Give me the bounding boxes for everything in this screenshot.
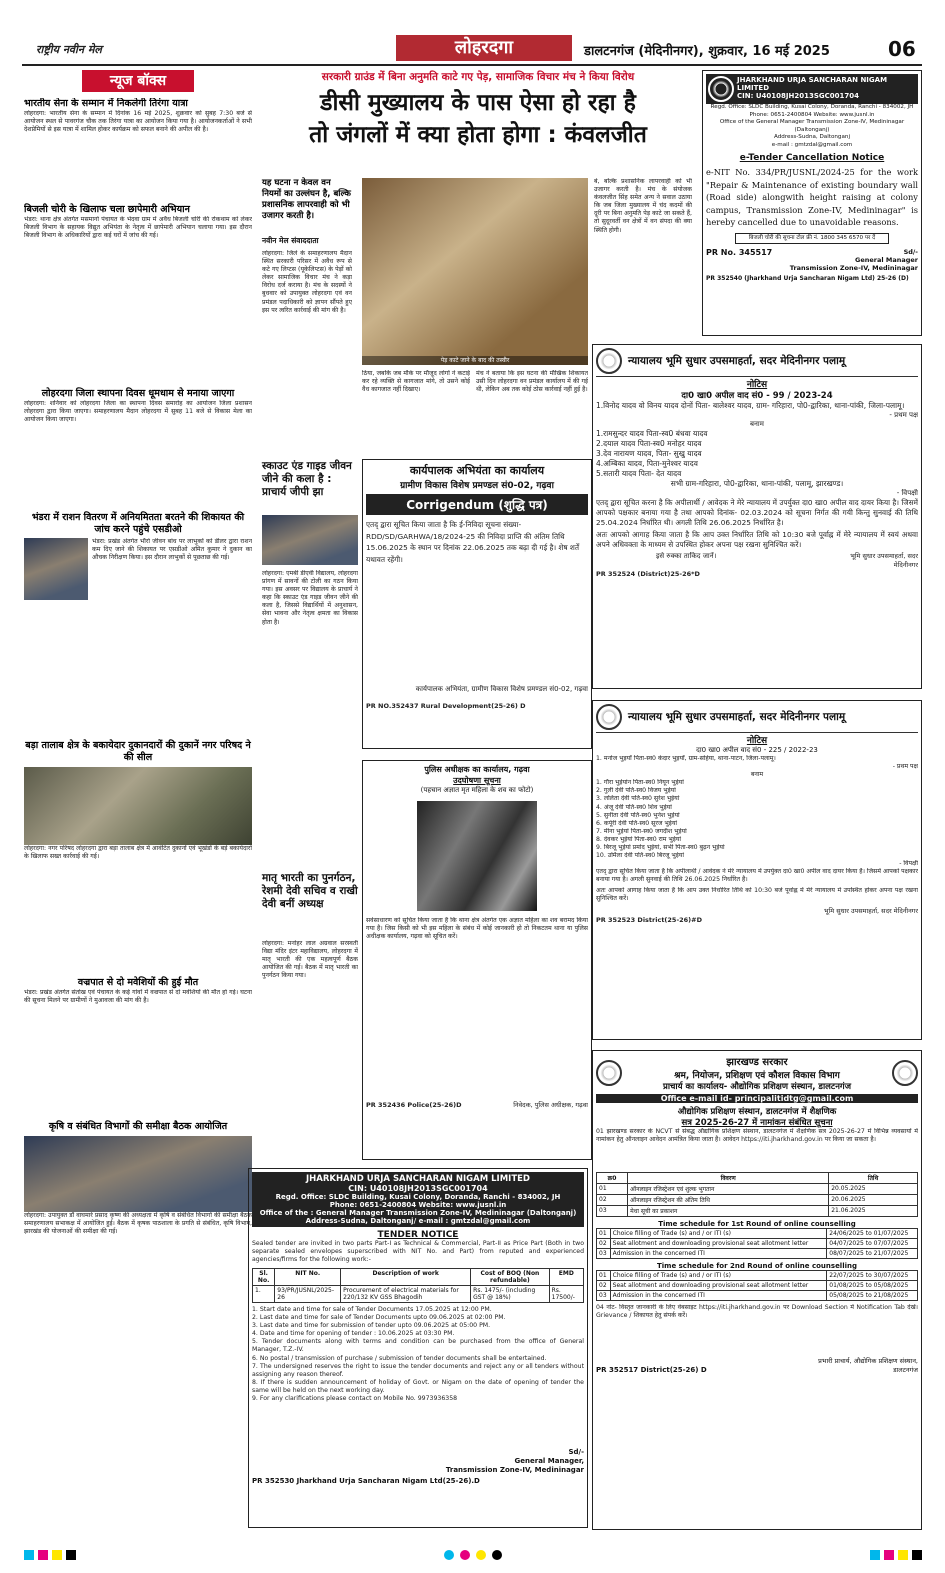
corrigendum-office1: कार्यपालक अभियंता का कार्यालय (409, 464, 545, 477)
tender-title: TENDER NOTICE (377, 1230, 459, 1240)
tender-term: 4. Date and time for opening of tender : 10.06.2025 at 03:30 PM. (252, 1330, 455, 1338)
iti-office: प्राचार्य का कार्यालय- औद्योगिक प्रशिक्षण संस्थान, डालटनगंज (662, 1082, 852, 1092)
cancel-sign-2: General Manager (855, 255, 918, 264)
jusnl-tender-notice (248, 1168, 588, 1528)
news-body: लोहरदगा: भारतीय सेना के सम्मान में दिनांक 16 मई 2025, शुक्रवार को सुबह 7:30 बजे से आयोजन स्थल से पावरगंज चौक तक तिरंगा यात्रा का आयोजन किया गया है। आयोजनकर्ताओं ने सभी देशप्रेमियों से इस यात्रा में शामिल होकर कार्यक्रम को सफल बनाने की अपील की है। (24, 110, 252, 134)
land2-role2: - विपक्षी (899, 860, 918, 868)
page-number: 06 (888, 37, 916, 61)
land2-appellant: 1. मनोज भुइयाँ पिता-स्व0 केदार भुइयाँ, ग्राम-सोहेया, थाना-पाटन, जिला-पलामू। (596, 755, 776, 762)
land-court-notice-2 (592, 700, 922, 1040)
table-cell: 03 (597, 1291, 611, 1301)
tender-cin: CIN: U40108JH2013SGC001704 (348, 1184, 488, 1193)
lead-headline-2: तो जंगलों में क्या होता होगा : कंवलजीत (309, 122, 647, 148)
news-headline: कृषि व संबंधित विभागों की समीक्षा बैठक आयोजित (48, 1121, 228, 1132)
land2-respondent: 2. गुली देवी पति-स्व0 विजय भुईयां (596, 787, 676, 795)
table-cell: Procurement of electrical materials for 220/132 KV GSS Bhagodih (341, 1286, 471, 1303)
land2-respondent: 8. देवकर भुईयां पिता-स्व0 राम भुईयां (596, 835, 682, 843)
news-headline: लोहरदगा जिला स्थापना दिवस धूमधाम से मनाया जाएगा (41, 388, 235, 399)
tender-address: Address-Sudna, Daltonganj/ e-mail : gmtzdal@gmail.com (305, 1217, 531, 1225)
iti-sign: प्रभारी प्राचार्य, औद्योगिक प्रशिक्षण संस्थान, डालटनगंज (818, 1357, 918, 1374)
section-title: लोहरदगा (396, 35, 572, 61)
police-pr: PR 352436 Police(25-26)D (366, 1101, 462, 1109)
iti-intro: 01 झारखण्ड सरकार के NCVT से संबद्ध औद्योगिक प्रशिक्षण संस्थान, डालटनगंज में शैक्षणिक सत्र 2025-26-27 में विभिन्न व्यवसायों में नामांकन हेतु ऑनलाइन आवेदन आमंत्रित किया जाता है। आवेदन https://iti.jharkhand.gov.in पर किया जा सकता है। (596, 1128, 918, 1144)
table-header-cell: क्र0 (597, 1173, 628, 1184)
tender-office: Office of the : General Manager Transmission Zone-IV, Medininagar (Daltonganj) (259, 1209, 577, 1217)
land1-footer: इसे रुक्का ताकिद जानें। (656, 552, 717, 560)
table-row (597, 1249, 918, 1259)
table-cell: 03 (597, 1249, 611, 1259)
table-cell: 01 (597, 1271, 611, 1281)
police-office: पुलिस अधीक्षक का कार्यालय, गढ़वा (424, 765, 530, 774)
table-row (597, 1206, 918, 1217)
police-body: सर्वसाधारण को सूचित किया जाता है कि थाना क्षेत्र अंतर्गत एक अज्ञात महिला का शव बरामद किया गया है। जिस किसी को भी इस महिला के संबंध में कोई जानकारी हो तो निकटतम थाना या पुलिस अधीक्षक कार्यालय, गढ़वा को सूचित करें। (366, 917, 588, 941)
tender-phone: Phone: 0651-2400804 Website: www.jusnl.in (329, 1201, 507, 1209)
scout-photo (262, 515, 358, 565)
table-row (597, 1271, 918, 1281)
dateline: डालटनगंज (मेदिनीनगर), शुक्रवार, 16 मई 2025 (584, 44, 830, 59)
table-row (597, 1195, 918, 1206)
land1-address: सभी ग्राम-गरिहारा, पो0-द्वारिका, थाना-पांकी, पलामू, झारखण्ड। (670, 479, 844, 488)
lead-headline-1: डीसी मुख्यालय के पास ऐसा हो रहा है (320, 90, 636, 116)
iti-schedule-table (596, 1172, 918, 1217)
lead-body-col1: लोहरदगा: जिले के समाहरणालय मैदान स्थित सरकारी परिसर में अवैध रूप से कटे गए लिप्टस (यूकेलिप्टस) के पेड़ों को लेकर सामाजिक विचार मंच ने कड़ा विरोध दर्ज कराया है। मंच के सदस्यों ने बुधवार को उपायुक्त लोहरदगा एवं वन प्रमंडल पदाधिकारी को ज्ञापन सौंपते हुए इस पर त्वरित कार्रवाई की मांग की है। (262, 250, 352, 314)
land2-sign: भूमि सुधार उपसमाहर्ता, सदर मेदिनीनगर (823, 906, 918, 915)
scout-body: लोहरदगा: एमबी डीएवी विद्यालय, लोहरदगा प्रांगण में सावनों की टोली का गठन किया गया। इस अवसर पर विद्यालय के प्राचार्य ने कहा कि स्काउट एंड गाइड जीवन जीने की कला है, जिससे विद्यार्थियों में अनुशासन, सेवा भावना और नेतृत्व क्षमता का विकास होता है। (262, 570, 358, 626)
land1-body2: अतः आपको आगाह किया जाता है कि आप उक्त निर्धारित तिथि को 10:30 बजे पूर्वाह्न में मेरे न्यायालय में स्वयं अथवा अपने अधिवक्ता के माध्यम से उपस्थित होकर अपना पक्ष रखना सुनिश्चित करें। (596, 530, 918, 549)
table-row (597, 1291, 918, 1301)
table-cell: 02 (597, 1239, 611, 1249)
tender-term: 9. For any clarifications please contact on Mobile No. 9973936358 (252, 1395, 458, 1403)
table-cell: 03 (597, 1206, 628, 1217)
table-cell: 01 (597, 1184, 628, 1195)
table-header-cell: Cost of BOQ (Non refundable) (471, 1269, 549, 1286)
corrigendum-pr: PR NO.352437 Rural Development(25-26) D (366, 702, 526, 710)
corrigendum-body: एतद् द्वारा सूचित किया जाता है कि ई-निविदा सूचना संख्या-RDD/SD/GARHWA/18/2024-25 की निविदा प्राप्ति की अंतिम तिथि 15.06.2025 के स्थान पर दिनांक 22.06.2025 तक बढ़ा दी गई है। शेष शर्तें यथावत रहेंगी। (366, 520, 580, 564)
cancel-cin: CIN: U40108JH2013SGC001704 (737, 92, 859, 100)
cancel-sign-1: Sd/- (903, 247, 918, 256)
table-cell: 08/07/2025 to 21/07/2025 (827, 1249, 918, 1259)
table-cell: 1. (253, 1286, 275, 1303)
lead-kicker: सरकारी ग्राउंड में बिना अनुमति काटे गए पेड़, सामाजिक विचार मंच ने किया विरोध (321, 71, 635, 83)
land1-respondent: 4.अम्बिका यादव, पिता-मुनेश्वर यादव (596, 459, 698, 468)
round2-title: Time schedule for 2nd Round of online counselling (656, 1262, 858, 1270)
table-cell: Seat allotment and downloading provisional seat allotment letter (610, 1239, 827, 1249)
corrigendum-office2: ग्रामीण विकास विशेष प्रमण्डल सं0-02, गढ़वा (400, 481, 554, 491)
iti-email: Office e-mail id- principalitidtg@gmail.com (596, 1094, 918, 1103)
tender-regd: Regd. Office: SLDC Building, Kusai Colony, Doranda, Ranchi - 834002, JH (275, 1193, 561, 1201)
land1-respondent: 2.दयाल यादव पिता-स्व0 मनोहर यादव (596, 439, 702, 448)
meeting-photo (24, 1136, 252, 1212)
table-cell: 02 (597, 1195, 628, 1206)
table-header-cell: तिथि (829, 1173, 918, 1184)
police-sign: निवेदक, पुलिस अधीक्षक, गढ़वा (513, 1101, 588, 1109)
land2-respondent: 1. गौरा भुईयांन पिता-स्व0 नियून भुईयां (596, 779, 684, 787)
land2-vs: बनाम (750, 771, 764, 779)
state-emblem (596, 348, 622, 374)
table-cell: 22/07/2025 to 30/07/2025 (827, 1271, 918, 1281)
table-cell: 21.06.2025 (829, 1206, 918, 1217)
corrigendum-sign: कार्यपालक अभियंता, ग्रामीण विकास विशेष प्रमण्डल सं0-02, गढ़वा (415, 685, 588, 693)
table-row (253, 1286, 584, 1303)
masthead (22, 34, 922, 66)
iti-title-2: सत्र 2025-26-27 में नामांकन संबंधित सूचना (681, 1118, 833, 1128)
land2-respondent: 10. उर्मिला देवी पति-स्व0 बिरजू भुईयां (596, 852, 684, 860)
land1-role1: - प्रथम पक्ष (889, 411, 918, 419)
round1-table (596, 1228, 918, 1259)
pull-quote: यह घटना न केवल वन नियमों का उल्लंघन है, बल्कि प्रशासनिक लापरवाही को भी उजागर करती है। (262, 178, 351, 221)
table-header-cell: Sl. No. (253, 1269, 275, 1286)
land1-appellant: 1.विनोद यादव वो विनय यादव दोनों पिता- बालेश्वर यादव, ग्राम- गरिहारा, पो0-द्वारिका, थाना-पांकी, जिला-पलामू। (596, 401, 905, 410)
iti-schedule-header (597, 1173, 918, 1184)
tender-term: 3. Last date and time for submission of tender upto 09.06.2025 at 05:00 PM. (252, 1322, 491, 1330)
land1-sign: भूमि सुधार उपसमाहर्ता, सदर मेदिनीनगर (850, 552, 918, 569)
land2-respondent: 6. कर्पूरी देवी पति-स्व0 सूरज भुईयां (596, 819, 678, 827)
news-body: भंडरा: थाना क्षेत्र अंतर्गत मसमानो पंचायत के भेदवा ग्राम में अवैध बिजली चोरी की रोकथाम को लेकर बिजली विभाग के सहायक विद्युत अभियंता के नेतृत्व में छापेमारी अभियान चलाया गया। इस दौरान बिजली विभाग के अधिकारियों द्वारा कई घरों में जांच की गई। (24, 216, 252, 240)
jusnl-cancellation-notice (702, 70, 922, 336)
land1-vs: बनाम (750, 420, 764, 428)
sdo-photo (24, 538, 88, 600)
tender-term: 2. Last date and time for sale of Tender Documents upto 09.06.2025 at 02:00 PM. (252, 1314, 506, 1322)
table-cell: 05/08/2025 to 21/08/2025 (827, 1291, 918, 1301)
news-body: लोहरदगा: नगर परिषद लोहरदगा द्वारा बड़ा तालाब क्षेत्र में आवंटित दुकानों एवं भूखंडों के बड़े बकायेदारों के खिलाफ सख्त कार्रवाई की गई। (24, 845, 252, 861)
scout-headline: स्काउट एंड गाइड जीवन जीने की कला है : प्राचार्य जीपी झा (262, 460, 352, 498)
table-cell: 01/08/2025 to 05/08/2025 (827, 1281, 918, 1291)
police-subtitle: (पहचान अज्ञात मृत महिला के शव का फोटो) (420, 786, 534, 794)
news-body: भंडरा: प्रखंड अंतर्गत भौंरो जीवन बांध पर लाभुकों को डीलर द्वारा राशन कम दिए जाने की शिकायत पर एसडीओ अमित कुमार ने दुकान का औचक निरीक्षण किया। इस दौरान लाभुकों से पूछताछ की गई। (92, 538, 252, 562)
land2-respondent: 9. बिरजू भुईयां प्रमोद भुईयां, सभी पिता-स्व0 बुढ़न भुईयां (596, 844, 725, 852)
land2-respondent: 3. ललिता देवी पति-स्व0 सुरेश भुईयां (596, 795, 680, 803)
cancel-sign-3: Transmission Zone-IV, Medininagar (789, 263, 918, 272)
iti-dept: श्रम, नियोजन, प्रशिक्षण एवं कौशल विकास विभाग (674, 1071, 840, 1081)
police-notice (362, 760, 592, 1160)
jharkhand-emblem (596, 1060, 622, 1086)
table-cell: Rs. 17500/- (549, 1286, 583, 1303)
news-headline: वज्रपात से दो मवेशियों की हुई मौत (77, 977, 199, 988)
cancel-address: Address-Sudna, Daltonganj (774, 134, 850, 140)
tender-pr: PR 352530 Jharkhand Urja Sancharan Nigam Ltd(25-26).D (252, 1477, 480, 1485)
land2-pr: PR 352523 District(25-26)#D (596, 915, 702, 924)
table-cell: Admission in the concerned ITI (610, 1249, 827, 1259)
jusnl-logo (708, 76, 734, 102)
news-headline: भंडरा में राशन वितरण में अनियमितता बरतने की शिकायत की जांच करने पहुंचे एसडीओ (31, 512, 245, 535)
corrigendum-title: Corrigendum (शुद्धि पत्र) (366, 494, 588, 515)
news-headline: बड़ा तालाब क्षेत्र के बकायेदार दुकानदारों की दुकानें नगर परिषद ने की सील (25, 740, 251, 763)
tender-intro: Sealed tender are invited in two parts Part-I as Technical & Commercial, Part-II as Price Part (Both in two separate sealed envelopes superscribed with NIT No. and Part) from reputed and experienced agencies/firms for the following work:- (252, 1240, 584, 1264)
land1-title: न्यायालय भूमि सुधार उपसमाहर्ता, सदर मेदिनीनगर पलामू (628, 355, 846, 367)
cancel-email: e-mail : gmtzdal@gmail.com (771, 141, 853, 148)
cancel-office: Office of the General Manager Transmission Zone-IV, Medininagar (Daltonganj) (719, 119, 905, 133)
table-cell: Seat allotment and downloading provisional seat allotment letter (610, 1281, 827, 1291)
land2-case: दा0 खा0 अपील वाद सं0 - 225 / 2022-23 (696, 746, 818, 754)
table-header-cell: NIT No. (275, 1269, 341, 1286)
table-row (597, 1239, 918, 1249)
table-row (597, 1281, 918, 1291)
land2-respondent: 4. अंजू देवी पति-स्व0 शिव भुईयां (596, 803, 672, 811)
news-body: लोहरदगा: शनिवार को लोहरदगा जिला का स्थापना दिवस समारोह का आयोजन जिला प्रशासन लोहरदगा द्वारा किया जाएगा। समाहरणालय मैदान लोहरदगा में सुबह 11 बजे से विकास मेला का आयोजन किया जाएगा। (24, 400, 252, 424)
table-cell: ऑनलाइन रजिस्ट्रेशन एवं शुल्क भुगतान (628, 1184, 829, 1195)
tender-term: 6. No postal / transmission of purchase / submission of tender documents shall be entertained. (252, 1354, 547, 1362)
land1-case: दा0 खा0 अपील वाद सं0 - 99 / 2023-24 (681, 391, 833, 401)
tender-sign-3: Transmission Zone-IV, Medininagar (445, 1466, 584, 1474)
news-body: भंडरा: प्रखंड अंतर्गत संतोख एवं पंचायत के कई गांवों में वज्रपात से दो मवेशियों की मौत हो गई। घटना की सूचना मिलने पर ग्रामीणों ने मुआवजा की मांग की है। (24, 989, 252, 1005)
news-headline: बिजली चोरी के खिलाफ चला छापेमारी अभियान (24, 204, 190, 215)
tender-term: 7. The undersigned reserves the right to issue the tender documents and reject any or all tenders without assigning any reason thereof. (252, 1362, 584, 1378)
table-cell: Admission in the concerned ITI (610, 1291, 827, 1301)
round1-title: Time schedule for 1st Round of online counselling (658, 1220, 856, 1228)
color-registration-marks (24, 1550, 924, 1560)
table-cell: 20.06.2025 (829, 1195, 918, 1206)
table-header-cell: विवरण (628, 1173, 829, 1184)
table-cell: ऑनलाइन रजिस्ट्रेशन की अंतिम तिथि (628, 1195, 829, 1206)
tender-sign-1: Sd/- (568, 1448, 584, 1456)
table-cell: Rs. 1475/- (including GST @ 18%) (471, 1286, 549, 1303)
land2-body: एतद् द्वारा सूचित किया जाता है कि अपीलार्थी / आवेदक ने मेरे न्यायालय में उपर्युक्त दा0 खा0 अपील वाद दायर किया है। जिसमें आपको पक्षकार बनाया गया है। अगली सुनवाई की तिथि 26.06.2025 निर्धारित है। (596, 868, 918, 884)
matru-headline: मातृ भारती का पुनर्गठन, रेशमी देवी सचिव व राखी देवी बनीं अध्यक्ष (262, 872, 358, 910)
cancel-phone: Phone: 0651-2400804 Website: www.jusnl.in (749, 111, 875, 118)
land2-sub: नोटिस (746, 736, 768, 746)
lead-photo-caption: पेड़ काटे जाने के बाद की तस्वीर (362, 356, 588, 365)
table-cell: 02 (597, 1281, 611, 1291)
table-cell: 20.05.2025 (829, 1184, 918, 1195)
news-box-column (24, 98, 252, 1523)
tender-table (252, 1268, 584, 1303)
news-headline: भारतीय सेना के सम्मान में निकलेगी तिरंगा यात्रा (24, 98, 188, 109)
shop-seal-photo (24, 767, 252, 845)
iti-title: औद्योगिक प्रशिक्षण संस्थान, डालटनगंज में शैक्षणिक (677, 1107, 837, 1117)
brand-logo: राष्ट्रीय नवीन मेल (36, 43, 102, 56)
cancel-pr: PR 352540 (Jharkhand Urja Sancharan Nigam Ltd) 25-26 (D) (706, 274, 909, 282)
body-photo (417, 801, 537, 911)
tender-term: 1. Start date and time for sale of Tender Documents 17.05.2025 at 12:00 PM. (252, 1306, 492, 1313)
table-header-cell: EMD (549, 1269, 583, 1286)
table-cell: 24/06/2025 to 01/07/2025 (827, 1229, 918, 1239)
cancel-company: JHARKHAND URJA SANCHARAN NIGAM LIMITED (737, 76, 888, 92)
tender-sign-2: General Manager, (514, 1457, 584, 1465)
land2-role1: - प्रथम पक्ष (892, 763, 918, 771)
police-title: उदघोषणा सूचना (453, 776, 501, 785)
cancel-title: e-Tender Cancellation Notice (739, 153, 885, 163)
iti-pr: PR 352517 District(25-26) D (596, 1366, 707, 1374)
lead-photo (362, 178, 588, 365)
news-body: लोहरदगा: उपायुक्त डॉ वाघमारे प्रसाद कृष्ण की अध्यक्षता में कृषि व संबंधित विभागों की समीक्षा बैठक समाहरणालय सभाकक्ष में आयोजित हुई। बैठक में कृषक पाठशाला के प्रगति से संबंधित, कृषि विभाग, झारखंड की योजनाओं की समीक्षा की गई। (24, 1212, 252, 1236)
cancel-body: e-NIT No. 334/PR/JUSNL/2024-25 for the work "Repair & Maintenance of existing boundary wall (Road side) alongwith height raising at colony campus, Transmission Zone-IV, Medininagar" is hereby cancelled due to unavoidable reasons. (706, 167, 918, 227)
tender-table-header (253, 1269, 584, 1286)
table-cell: Choice filling of Trade (s) and / or ITI (s) (610, 1229, 827, 1239)
land2-respondent: 7. मीना भुईयां पिता-स्व0 जगदीश भुईयां (596, 827, 687, 835)
land1-sub: नोटिस (746, 380, 768, 390)
tender-company: JHARKHAND URJA SANCHARAN NIGAM LIMITED (305, 1174, 530, 1184)
table-row (597, 1229, 918, 1239)
land1-pr: PR 352524 (District)25-26*D (596, 570, 700, 578)
table-cell: मेधा सूची का प्रकाशन (628, 1206, 829, 1217)
iti-gov: झारखण्ड सरकार (726, 1057, 788, 1068)
round2-table (596, 1270, 918, 1301)
lead-body-col3: ठिया, जबकि जब मौके पर मौजूद लोगों ने कटाई कर रहे व्यक्ति से कागजात मांगे, तो उसने कोई वैध कागजात नहीं दिखाए। (362, 370, 470, 394)
land1-respondent: 3.देव नारायण यादव, पिता- सुखु यादव (596, 449, 702, 458)
lead-body-col2: बे, बल्कि प्रशासनिक लापरवाही को भी उजागर करती है। मंच के संयोजक कंवलजीत सिंह समेत अन्य ने सवाल उठाया कि जब जिला मुख्यालय में चंद कदमों की दूरी पर बिना अनुमति पेड़ काटे जा सकते हैं, तो सुदूरवर्ती वन क्षेत्रों में वन संपदा की क्या स्थिति होगी। (594, 178, 692, 234)
table-cell: 01 (597, 1229, 611, 1239)
table-row (597, 1184, 918, 1195)
byline: नवीन मेल संवाददाता (262, 236, 319, 245)
table-cell: 04/07/2025 to 07/07/2025 (827, 1239, 918, 1249)
land1-respondent: 5.सतारी यादव पिता- देत यादव (596, 469, 682, 478)
land2-body2: अतः आपको आगाह किया जाता है कि आप उक्त निर्धारित तिथि को 10:30 बजे पूर्वाह्न में मेरे न्यायालय में उपस्थित होकर अपना पक्ष रखना सुनिश्चित करें। (596, 886, 918, 902)
table-header-cell: Description of work (341, 1269, 471, 1286)
tender-term: 8. If there is sudden announcement of holiday of Govt. or Nigam on the date of opening of tender the same will be held on the next working day. (252, 1378, 584, 1394)
news-body-continued (24, 606, 252, 736)
land2-respondent: 5. सुनीता देवी पति-स्व0 भुनेश भुईयां (596, 811, 680, 819)
table-cell: Choice filling of Trade (s) and / or ITI (s) (610, 1271, 827, 1281)
news-box-title: न्यूज बॉक्स (82, 70, 194, 92)
land1-body: एतद् द्वारा सूचित करना है कि अपीलार्थी / आवेदक ने मेरे न्यायालय में उपर्युक्त दा0 खा0 अपील वाद दायर किया है। जिसमें आपको पक्षकार बनाया गया है तथा आपको दिनांक- 02.03.2024 को सूचना निर्गत की गयी किन्तु सुनवाई की तिथि 25.04.2024 निर्धारित थी। अगली तिथि 26.06.2025 निर्धारित है। (596, 498, 918, 527)
land1-role2: - विपक्षी (896, 489, 918, 497)
state-emblem (596, 704, 622, 730)
land2-title: न्यायालय भूमि सुधार उपसमाहर्ता, सदर मेदिनीनगर पलामू (628, 711, 846, 723)
matru-body: लोहरदगा: मनोहर लाल अग्रवाल सरस्वती विद्या मंदिर इंटर महाविद्यालय, लोहरदगा में मातृ भारती की एक महत्वपूर्ण बैठक आयोजित की गई। बैठक में मातृ भारती का पुनर्गठन किया गया। (262, 940, 358, 980)
cancel-prno: PR No. 345517 (706, 247, 773, 257)
tender-term: 5. Tender documents along with terms and condition can be purchased from the office of General Manager, T.Z.-IV. (252, 1338, 584, 1354)
iti-admission-notice (592, 1050, 922, 1530)
table-cell: 93/PR/JUSNL/2025-26 (275, 1286, 341, 1303)
lead-body-col4: मंच ने बताया कि इस घटना की मौखिक शिकायत उसी दिन लोहरदगा वन प्रमंडल कार्यालय में की गई थी, लेकिन अब तक कोई ठोस कार्रवाई नहीं हुई है। (476, 370, 588, 394)
cancel-note: बिजली चोरी की सूचना टोल फ्री नं. 1800 345 6570 पर दें (735, 233, 889, 244)
land1-respondent: 1.रामसुन्दर यादव पिता-स्व0 बंधवा यादव (596, 429, 708, 438)
cancel-regd: Regd. Office: SLDC Building, Kusai Colony, Doranda, Ranchi - 834002, JH (710, 104, 914, 110)
land-court-notice-1 (592, 344, 922, 689)
iti-notes: 04 नोट- विस्तृत जानकारी के लिए वेबसाइट https://iti.jharkhand.gov.in पर Download Section में Notification Tab देखें। Grievance / शिकायत हेतु संपर्क करें। (596, 1304, 918, 1320)
skill-emblem (892, 1060, 918, 1086)
corrigendum-notice (362, 459, 592, 749)
